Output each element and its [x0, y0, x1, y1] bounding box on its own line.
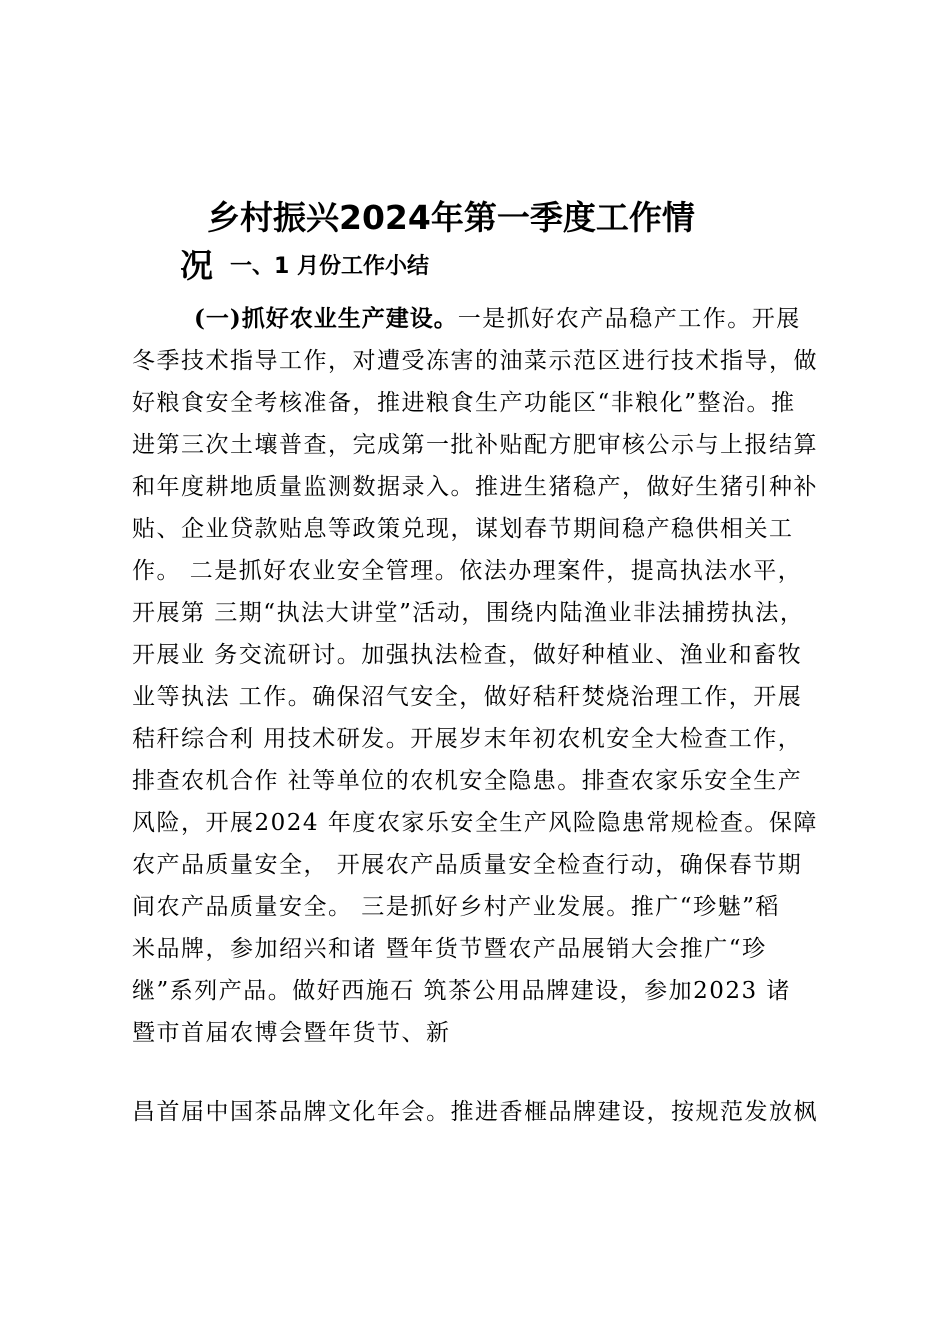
paragraph-line: 农产品质量安全， 开展农产品质量安全检查行动，确保春节期: [132, 852, 803, 878]
paragraph-line: 好粮食安全考核准备，推进粮食生产功能区“非粮化”整治。推: [132, 390, 796, 416]
document-title-continued: 况: [180, 246, 213, 285]
paragraph-line: 排查农机合作 社等单位的农机安全隐患。排查农家乐安全生产: [132, 768, 803, 794]
paragraph-line: 暨市首届农博会暨年货节、新: [132, 1020, 451, 1046]
paragraph-line: 贴、企业贷款贴息等政策兑现，谋划春节期间稳产稳供相关工: [132, 516, 794, 542]
paragraph-line-text: 一是抓好农产品稳产工作。开展: [457, 306, 801, 332]
paragraph-line: 冬季技术指导工作，对遭受冻害的油菜示范区进行技术指导，做: [132, 348, 818, 374]
paragraph-line: 秸秆综合利 用技术研发。开展岁末年初农机安全大检查工作，: [132, 726, 803, 752]
section-heading: 一、1 月份工作小结: [230, 254, 429, 279]
paragraph-line: 米品牌，参加绍兴和诸 暨年货节暨农产品展销大会推广“珍: [132, 936, 767, 962]
body-paragraph: [132, 298, 844, 1054]
paragraph-line: 和年度耕地质量监测数据录入。推进生猪稳产，做好生猪引种补: [132, 474, 818, 500]
paragraph-line: 作。 二是抓好农业安全管理。依法办理案件，提高执法水平，: [132, 558, 803, 584]
paragraph-line: 开展第 三期“执法大讲堂”活动，围绕内陆渔业非法捕捞执法，: [132, 600, 805, 626]
paragraph-line: 业等执法 工作。确保沼气安全，做好秸秆焚烧治理工作，开展: [132, 684, 803, 710]
paragraph-line: 开展业 务交流研讨。加强执法检查，做好种植业、渔业和畜牧: [132, 642, 803, 668]
paragraph-line: 风险，开展2024 年度农家乐安全生产风险隐患常规检查。保障: [132, 810, 818, 836]
paragraph-line: 间农产品质量安全。 三是抓好乡村产业发展。推广“珍魅”稻: [132, 894, 780, 920]
paragraph-line: 进第三次土壤普查，完成第一批补贴配方肥审核公示与上报结算: [132, 432, 818, 458]
subsection-label: (一)抓好农业生产建设。: [194, 305, 458, 332]
document-title: 乡村振兴2024年第一季度工作情: [207, 198, 695, 237]
paragraph-line: 继”系列产品。做好西施石 筑茶公用品牌建设，参加2023 诸: [132, 978, 791, 1004]
paragraph-line-continued: 昌首届中国茶品牌文化年会。推进香榧品牌建设，按规范发放枫: [132, 1099, 818, 1125]
paragraph-line: [132, 298, 844, 340]
